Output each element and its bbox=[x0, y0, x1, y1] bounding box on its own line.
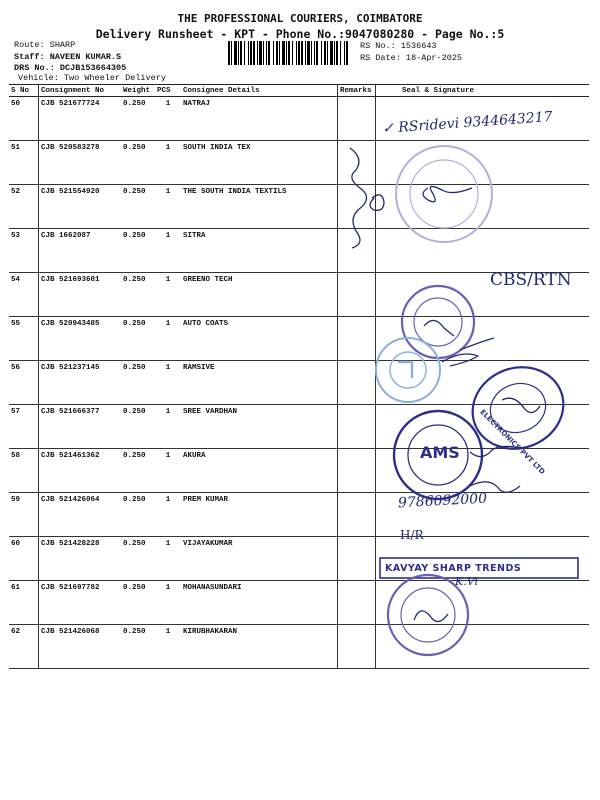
row-pcs: 1 bbox=[155, 317, 181, 361]
barcode-bar bbox=[234, 41, 237, 65]
barcode-bar bbox=[346, 41, 348, 65]
table-row bbox=[9, 141, 589, 185]
row-weight: 0.250 bbox=[121, 581, 155, 625]
route-label: Route: bbox=[14, 40, 45, 50]
row-consignee: THE SOUTH INDIA TEXTILS bbox=[181, 185, 338, 229]
row-weight: 0.250 bbox=[121, 493, 155, 537]
barcode-bar bbox=[250, 41, 252, 65]
drs-line bbox=[14, 63, 126, 73]
route-value: SHARP bbox=[49, 40, 76, 50]
ams-stamp-text: AMS bbox=[420, 443, 460, 462]
row-consignee: GREENO TECH bbox=[181, 273, 338, 317]
row-seal bbox=[376, 449, 590, 493]
barcode-bar bbox=[240, 41, 242, 65]
row-seal bbox=[376, 581, 590, 625]
seal-header-text: Seal & Signature bbox=[402, 86, 475, 95]
barcode-bar bbox=[301, 41, 303, 65]
row-consignee: SREE VARDHAN bbox=[181, 405, 338, 449]
barcode-bar bbox=[316, 41, 318, 65]
row-pcs: 1 bbox=[155, 97, 181, 141]
row-pcs: 1 bbox=[155, 361, 181, 405]
row-remarks bbox=[338, 361, 376, 405]
barcode-bar bbox=[273, 41, 274, 65]
row-sno: 50 bbox=[9, 97, 39, 141]
staff-value: NAVEEN KUMAR.S bbox=[49, 52, 122, 62]
barcode-bar bbox=[238, 41, 239, 65]
row-pcs: 1 bbox=[155, 493, 181, 537]
row-seal bbox=[376, 361, 590, 405]
barcode-bar bbox=[305, 41, 306, 65]
barcode-bar bbox=[288, 41, 290, 65]
row-remarks bbox=[338, 185, 376, 229]
barcode-bar bbox=[344, 41, 345, 65]
col-remarks-header: Remarks bbox=[338, 85, 376, 97]
row-seal bbox=[376, 317, 590, 361]
table-row bbox=[9, 229, 589, 273]
row-consignment: CJB 520943485 bbox=[39, 317, 122, 361]
barcode-bar bbox=[340, 41, 341, 65]
barcode-bar bbox=[228, 41, 230, 65]
barcode-bar bbox=[282, 41, 285, 65]
kavyay-signature: K.Vi bbox=[455, 575, 478, 588]
electronics-stamp-text: ELECTRONICS PVT LTD bbox=[478, 408, 547, 476]
barcode-bar bbox=[253, 41, 255, 65]
row-consignee: AUTO COATS bbox=[181, 317, 338, 361]
col-seal-header bbox=[376, 85, 590, 97]
rs-no-value: 1536643 bbox=[400, 41, 437, 51]
barcode-bar bbox=[279, 41, 280, 65]
row-consignee: RAMSIVE bbox=[181, 361, 338, 405]
barcode-bar bbox=[259, 41, 262, 65]
handwriting-row50: ✓ RSridevi 9344643217 bbox=[381, 109, 553, 137]
row-sno: 51 bbox=[9, 141, 39, 185]
row-consignment: CJB 1662087 bbox=[39, 229, 122, 273]
row-consignment: CJB 521426064 bbox=[39, 493, 122, 537]
row-consignment: CJB 521666377 bbox=[39, 405, 122, 449]
row-weight: 0.250 bbox=[121, 97, 155, 141]
rs-date-value: 18-Apr-2025 bbox=[405, 53, 463, 63]
row-sno: 57 bbox=[9, 405, 39, 449]
vehicle-label: Vehicle: bbox=[18, 73, 59, 83]
row-remarks bbox=[338, 493, 376, 537]
table-row bbox=[9, 185, 589, 229]
barcode bbox=[228, 41, 348, 65]
handwriting-row59-phone: 9786092000 bbox=[397, 490, 488, 512]
col-details-header: Consignee Details bbox=[181, 85, 338, 97]
rs-no-line bbox=[360, 41, 437, 51]
row-remarks bbox=[338, 625, 376, 669]
barcode-bar bbox=[276, 41, 278, 65]
row-weight: 0.250 bbox=[121, 185, 155, 229]
row-weight: 0.250 bbox=[121, 141, 155, 185]
barcode-bar bbox=[286, 41, 287, 65]
row-remarks bbox=[338, 97, 376, 141]
barcode-bar bbox=[266, 41, 267, 65]
barcode-bar bbox=[336, 41, 338, 65]
row-sno: 54 bbox=[9, 273, 39, 317]
row-weight: 0.250 bbox=[121, 229, 155, 273]
row-weight: 0.250 bbox=[121, 405, 155, 449]
row-consignee: AKURA bbox=[181, 449, 338, 493]
row-pcs: 1 bbox=[155, 405, 181, 449]
row-consignee: VIJAYAKUMAR bbox=[181, 537, 338, 581]
table-row bbox=[9, 625, 589, 669]
row-sno: 58 bbox=[9, 449, 39, 493]
drs-value: DCJB153664305 bbox=[59, 63, 127, 73]
row-sno: 61 bbox=[9, 581, 39, 625]
col-consignment-header: Consignment No bbox=[39, 85, 122, 97]
row-pcs: 1 bbox=[155, 625, 181, 669]
table-row bbox=[9, 581, 589, 625]
table-row bbox=[9, 493, 589, 537]
row-consignment: CJB 521554920 bbox=[39, 185, 122, 229]
row-consignment: CJB 521461362 bbox=[39, 449, 122, 493]
handwriting-row60: H/R bbox=[400, 528, 424, 542]
row-seal bbox=[376, 185, 590, 229]
row-sno: 53 bbox=[9, 229, 39, 273]
row-consignment: CJB 520583278 bbox=[39, 141, 122, 185]
row-remarks bbox=[338, 229, 376, 273]
rs-date-label: RS Date: bbox=[360, 53, 401, 63]
row-consignment: CJB 521426068 bbox=[39, 625, 122, 669]
barcode-bar bbox=[268, 41, 270, 65]
barcode-bar bbox=[334, 41, 335, 65]
barcode-bar bbox=[321, 41, 322, 65]
barcode-bar bbox=[292, 41, 293, 65]
vehicle-value: Two Wheeler Delivery bbox=[63, 73, 166, 83]
row-weight: 0.250 bbox=[121, 273, 155, 317]
row-sno: 60 bbox=[9, 537, 39, 581]
row-remarks bbox=[338, 581, 376, 625]
row-seal bbox=[376, 229, 590, 273]
route-line bbox=[14, 40, 75, 50]
barcode-bar bbox=[327, 41, 328, 65]
handwriting-row54: CBS/RTN bbox=[490, 270, 572, 290]
col-sno-header: S No bbox=[9, 85, 39, 97]
row-consignee: KIRUBHAKARAN bbox=[181, 625, 338, 669]
table-row bbox=[9, 449, 589, 493]
barcode-bar bbox=[330, 41, 333, 65]
row-consignee: PREM KUMAR bbox=[181, 493, 338, 537]
barcode-bar bbox=[314, 41, 315, 65]
row-consignment: CJB 521237145 bbox=[39, 361, 122, 405]
barcode-bar bbox=[298, 41, 300, 65]
barcode-bar bbox=[311, 41, 312, 65]
row-sno: 55 bbox=[9, 317, 39, 361]
barcode-bar bbox=[263, 41, 264, 65]
runsheet-subtitle: Delivery Runsheet - KPT - Phone No.:9047080280 - Page No.:5 bbox=[95, 27, 505, 41]
col-pcs-header: PCS bbox=[155, 85, 181, 97]
barcode-bar bbox=[248, 41, 249, 65]
row-remarks bbox=[338, 537, 376, 581]
row-pcs: 1 bbox=[155, 273, 181, 317]
row-seal bbox=[376, 625, 590, 669]
company-title: THE PROFESSIONAL COURIERS, COIMBATORE bbox=[177, 12, 423, 25]
barcode-bar bbox=[307, 41, 310, 65]
barcode-bar bbox=[231, 41, 232, 65]
row-remarks bbox=[338, 141, 376, 185]
vehicle-line bbox=[18, 73, 166, 83]
row-weight: 0.250 bbox=[121, 361, 155, 405]
row-pcs: 1 bbox=[155, 229, 181, 273]
row-sno: 59 bbox=[9, 493, 39, 537]
col-weight-header: Weight bbox=[121, 85, 155, 97]
table-row bbox=[9, 317, 589, 361]
staff-line bbox=[14, 52, 121, 62]
row-remarks bbox=[338, 405, 376, 449]
row-remarks bbox=[338, 273, 376, 317]
barcode-bar bbox=[257, 41, 258, 65]
table-row bbox=[9, 361, 589, 405]
row-remarks bbox=[338, 317, 376, 361]
rs-no-label: RS No.: bbox=[360, 41, 396, 51]
row-pcs: 1 bbox=[155, 141, 181, 185]
row-consignee: SOUTH INDIA TEX bbox=[181, 141, 338, 185]
row-pcs: 1 bbox=[155, 449, 181, 493]
barcode-bar bbox=[324, 41, 326, 65]
row-weight: 0.250 bbox=[121, 317, 155, 361]
barcode-bar bbox=[296, 41, 297, 65]
row-sno: 62 bbox=[9, 625, 39, 669]
table-header-row bbox=[9, 85, 589, 97]
rs-date-line bbox=[360, 53, 462, 63]
staff-label: Staff: bbox=[14, 52, 45, 62]
row-consignment: CJB 521693601 bbox=[39, 273, 122, 317]
row-seal bbox=[376, 141, 590, 185]
row-pcs: 1 bbox=[155, 185, 181, 229]
row-sno: 56 bbox=[9, 361, 39, 405]
row-sno: 52 bbox=[9, 185, 39, 229]
row-weight: 0.250 bbox=[121, 449, 155, 493]
row-pcs: 1 bbox=[155, 537, 181, 581]
row-weight: 0.250 bbox=[121, 537, 155, 581]
row-weight: 0.250 bbox=[121, 625, 155, 669]
row-consignee: NATRAJ bbox=[181, 97, 338, 141]
row-consignment: CJB 521428228 bbox=[39, 537, 122, 581]
barcode-bar bbox=[244, 41, 245, 65]
row-consignment: CJB 521677724 bbox=[39, 97, 122, 141]
row-remarks bbox=[338, 449, 376, 493]
kavyay-stamp-text: KAVYAY SHARP TRENDS bbox=[385, 563, 522, 574]
row-consignee: MOHANASUNDARI bbox=[181, 581, 338, 625]
row-consignee: SITRA bbox=[181, 229, 338, 273]
row-pcs: 1 bbox=[155, 581, 181, 625]
row-consignment: CJB 521697782 bbox=[39, 581, 122, 625]
runsheet-table bbox=[9, 84, 589, 669]
drs-label: DRS No.: bbox=[14, 63, 55, 73]
